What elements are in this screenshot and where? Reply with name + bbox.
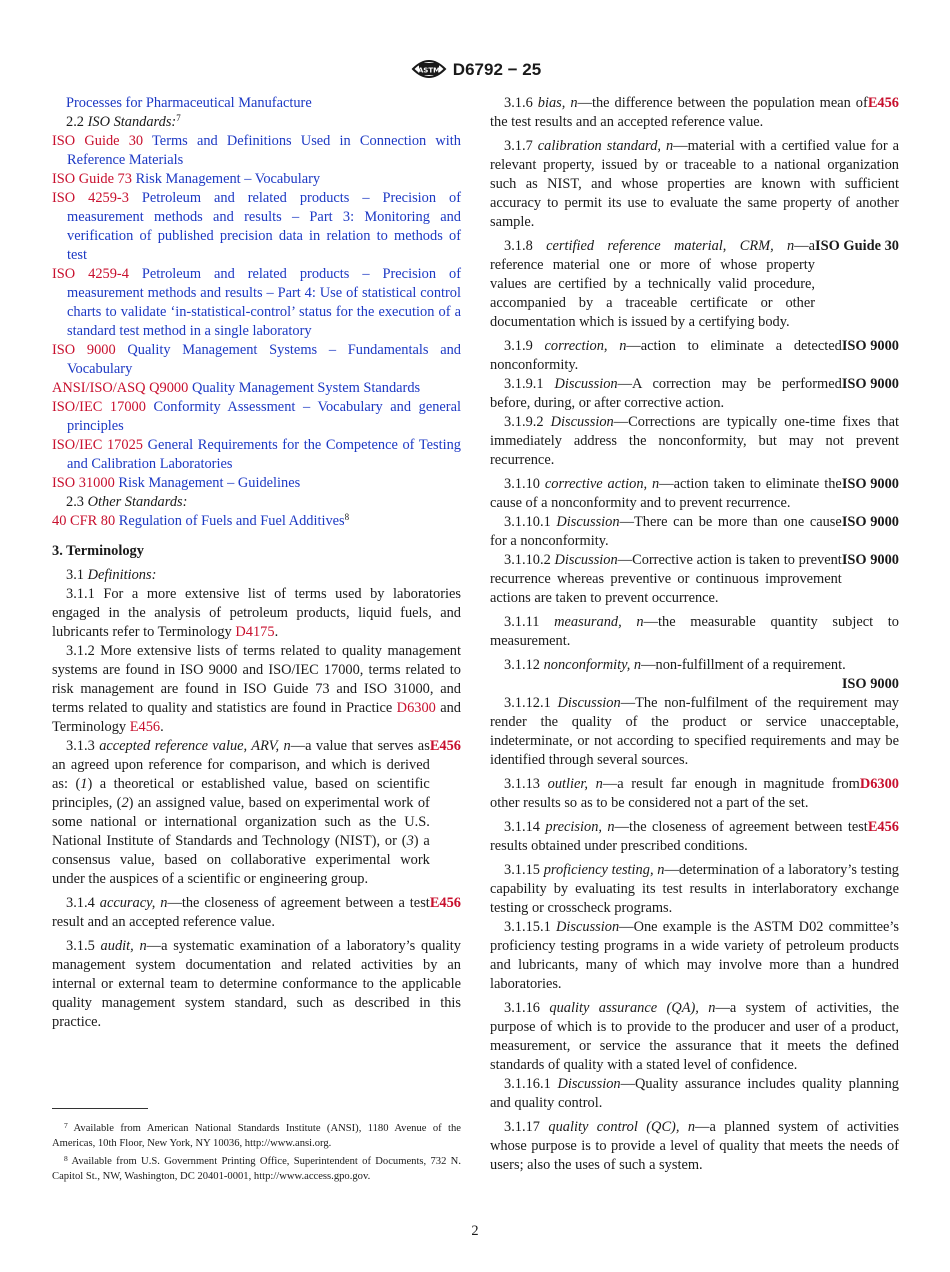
reference-title-link[interactable]: Risk Management – Vocabulary [135, 171, 321, 187]
reference-item [52, 341, 461, 379]
source-tag: ISO Guide 30 [815, 238, 899, 254]
reference-title-link[interactable]: Quality Management Systems – Fundamentals and Vocabulary [67, 342, 461, 377]
reference-title-link[interactable]: Risk Management – Guidelines [118, 475, 301, 491]
footnotes [52, 1118, 461, 1184]
footnote: $^8$ Available from U.S. Government Printing Office, Superintendent of Documents, 732 N. Capitol St., NW, Washington, DC 20401-0001, http://www.access.gpo.gov. [52, 1154, 461, 1182]
definition-measurand: 3.1.11 measurand, n—the measurable quantity subject to measurement. [490, 614, 899, 649]
definition-calibration-standard: 3.1.7 calibration standard, n—material with a certified value for a relevant property, issued by or traceable to a national organization such as NIST, and whose properties are known with sufficient accuracy to permit its use to evaluate the same property of another sample. [490, 138, 899, 230]
paragraph-3-1-1: 3.1.1 For a more extensive list of terms used by laboratories engaged in the analysis of petroleum products, liquid fuels, and lubricants refer to Terminology D4175. [52, 586, 461, 640]
reference-code-link[interactable]: ISO Guide 73 [52, 171, 132, 187]
d4175-link[interactable]: D4175 [235, 624, 275, 640]
ref-continuation: Processes for Pharmaceutical Manufacture [66, 95, 312, 111]
reference-item [52, 170, 461, 189]
reference-code-link[interactable]: ANSI/ISO/ASQ Q9000 [52, 380, 189, 396]
definition-nonconformity: 3.1.12 nonconformity, n—non-fulfillment of a requirement. [504, 657, 846, 673]
source-tag: ISO 9000 [841, 676, 899, 692]
reference-item [52, 474, 461, 493]
reference-title-link[interactable]: Terms and Definitions Used in Connection with Reference Materials [67, 133, 462, 168]
definition-certified-reference-material: 3.1.8 certified reference material, CRM, n—a reference material one or more of whose property values are certified by a technically valid procedure, accompanied by a traceable certificate or other documentation which is issued by a certifying body. ISO Guide 30 [490, 238, 899, 330]
reference-item [52, 398, 461, 436]
section-heading: 3. Terminology [52, 543, 144, 559]
reference-title-link[interactable]: Petroleum and related products – Precision of measurement methods and results – Part 4: Use of statistical control charts to validate ‘in-statistical-control’ status for the execution of a standard test method in a single laboratory [67, 266, 461, 339]
reference-title-link[interactable]: Quality Management System Standards [191, 380, 421, 396]
definition-bias: 3.1.6 bias, n—the difference between the population mean of the test results and an accepted reference value. E456 [490, 95, 899, 130]
source-tag: ISO 9000 [841, 338, 899, 354]
reference-code-link[interactable]: ISO Guide 30 [52, 133, 144, 149]
reference-code-link[interactable]: ISO 31000 [52, 475, 115, 491]
footnote: $^7$ Available from American National Standards Institute (ANSI), 1180 Avenue of the Americas, 10th Floor, New York, NY 10036, http://www.ansi.org. [52, 1121, 461, 1149]
paragraph-3-1-2: 3.1.2 More extensive lists of terms related to quality management systems are found in ISO 9000 and ISO/IEC 17000, terms related to risk management are found in ISO Guide 73 and ISO 31000, and terms related to quality and statistics are found in Practice D6300 and Terminology E456. [52, 643, 461, 735]
definition-outlier: 3.1.13 outlier, n—a result far enough in magnitude from other results so as to be considered not a part of the set. D6300 [490, 776, 899, 811]
source-tag: ISO 9000 [841, 376, 899, 392]
reference-code-link[interactable]: 40 CFR 80 [52, 513, 116, 529]
reference-item [52, 132, 461, 170]
definitions-heading: 3.1 Definitions: [66, 567, 157, 583]
discussion-3-1-9-2: 3.1.9.2 Discussion—Corrections are typically one-time fixes that immediately address the nonconformity, but may not prevent recurrence. [490, 414, 899, 468]
reference-code-link[interactable]: ISO 4259-4 [52, 266, 129, 282]
reference-code-link[interactable]: ISO 4259-3 [52, 190, 129, 206]
other-standards-heading: 2.3 Other Standards: [66, 494, 188, 510]
reference-code-link[interactable]: ISO 9000 [52, 342, 116, 358]
discussion-3-1-9-1: 3.1.9.1 Discussion—A correction may be performed before, during, or after corrective action. ISO 9000 [490, 376, 899, 411]
d6300-link[interactable]: D6300 [396, 700, 436, 716]
iso-standards-heading: 2.2 ISO Standards:$^7$ [66, 113, 181, 130]
source-tag-link[interactable]: D6300 [859, 776, 899, 792]
document-designation: D6792 − 25 [452, 59, 542, 79]
svg-text:ASTM: ASTM [417, 66, 440, 75]
footnote-rule [52, 1108, 148, 1109]
definition-accepted-reference-value: 3.1.3 accepted reference value, ARV, n—a value that serves as an agreed upon reference for comparison, and which is derived as: (1) a theoretical or established value, based on scientific principles, (2) an assigned value, based on experimental work of some national or international organization such as the U.S. National Institute of Standards and Technology (NIST), or (3) a consensus value, based on collaborative experimental work under the auspices of a scientific or engineering group. E456 [52, 738, 461, 887]
reference-code-link[interactable]: ISO/IEC 17025 [52, 437, 143, 453]
left-column [52, 94, 461, 1032]
source-tag: ISO 9000 [841, 476, 899, 492]
source-tag-link[interactable]: E456 [867, 95, 899, 111]
definition-quality-control: 3.1.17 quality control (QC), n—a planned system of activities whose purpose is to provide a level of quality that meets the needs of users; also the uses of such a system. [490, 1119, 899, 1173]
page-number: 2 [471, 1223, 479, 1239]
discussion-3-1-10-1: 3.1.10.1 Discussion—There can be more than one cause for a nonconformity. ISO 9000 [490, 514, 899, 549]
e456-link[interactable]: E456 [129, 719, 161, 735]
source-tag-link[interactable]: E456 [429, 895, 461, 911]
definition-audit: 3.1.5 audit, n—a systematic examination of a laboratory’s quality management system documentation and related activities by an internal or external team to determine conformance to the applicable quality management system standard, such as described in this practice. [52, 938, 461, 1030]
astm-logo [409, 56, 449, 82]
reference-item: 40 CFR 80 Regulation of Fuels and Fuel Additives$^8$ [52, 512, 350, 529]
definition-proficiency-testing: 3.1.15 proficiency testing, n—determination of a laboratory’s testing capability by evaluating its test results in interlaboratory exchange testing or crosscheck programs. [490, 862, 899, 916]
source-tag: ISO 9000 [841, 514, 899, 530]
definition-precision: 3.1.14 precision, n—the closeness of agreement between test results obtained under prescribed conditions. E456 [490, 819, 899, 854]
definition-quality-assurance: 3.1.16 quality assurance (QA), n—a system of activities, the purpose of which is to provide to the producer and user of a product, measurement, or service the assurance that it meets the defined standards of quality with a stated level of confidence. [490, 1000, 899, 1073]
source-tag-link[interactable]: E456 [429, 738, 461, 754]
reference-item [52, 436, 461, 474]
reference-code-link[interactable]: ISO/IEC 17000 [52, 399, 146, 415]
reference-item [52, 265, 461, 341]
discussion-3-1-16-1: 3.1.16.1 Discussion—Quality assurance includes quality planning and quality control. [490, 1076, 899, 1111]
definition-accuracy: 3.1.4 accuracy, n—the closeness of agreement between a test result and an accepted reference value. E456 [52, 895, 461, 930]
reference-title-link[interactable]: Petroleum and related products – Precision of measurement methods and results – Part 3: Monitoring and verification of published precision data in relation to methods of test [67, 190, 461, 263]
reference-title-link[interactable]: Regulation of Fuels and Fuel Additives [118, 513, 345, 529]
discussion-3-1-15-1: 3.1.15.1 Discussion—One example is the ASTM D02 committee’s proficiency testing programs in a wide variety of petroleum products and lubricants, many of which may involve more than a hundred laboratories. [490, 919, 899, 992]
discussion-3-1-10-2: 3.1.10.2 Discussion—Corrective action is taken to prevent recurrence whereas preventive or continuous improvement actions are taken to prevent occurrence. ISO 9000 [490, 552, 899, 606]
discussion-3-1-12-1: 3.1.12.1 Discussion—The non-fulfilment of the requirement may render the quality of the product or service unacceptable, indeterminate, or not according to specified requirements and may be identified through several sources. [490, 695, 899, 768]
definition-correction: 3.1.9 correction, n—action to eliminate a detected nonconformity. ISO 9000 [490, 338, 899, 373]
page-header [0, 56, 950, 82]
source-tag: ISO 9000 [841, 552, 899, 568]
source-tag-link[interactable]: E456 [867, 819, 899, 835]
reference-title-link[interactable]: General Requirements for the Competence of Testing and Calibration Laboratories [67, 437, 461, 472]
reference-title-link[interactable]: Conformity Assessment – Vocabulary and general principles [67, 399, 461, 434]
reference-item [52, 379, 461, 398]
reference-item [52, 189, 461, 265]
right-column [490, 94, 899, 1175]
definition-corrective-action: 3.1.10 corrective action, n—action taken to eliminate the cause of a nonconformity and to prevent recurrence. ISO 9000 [490, 476, 899, 511]
